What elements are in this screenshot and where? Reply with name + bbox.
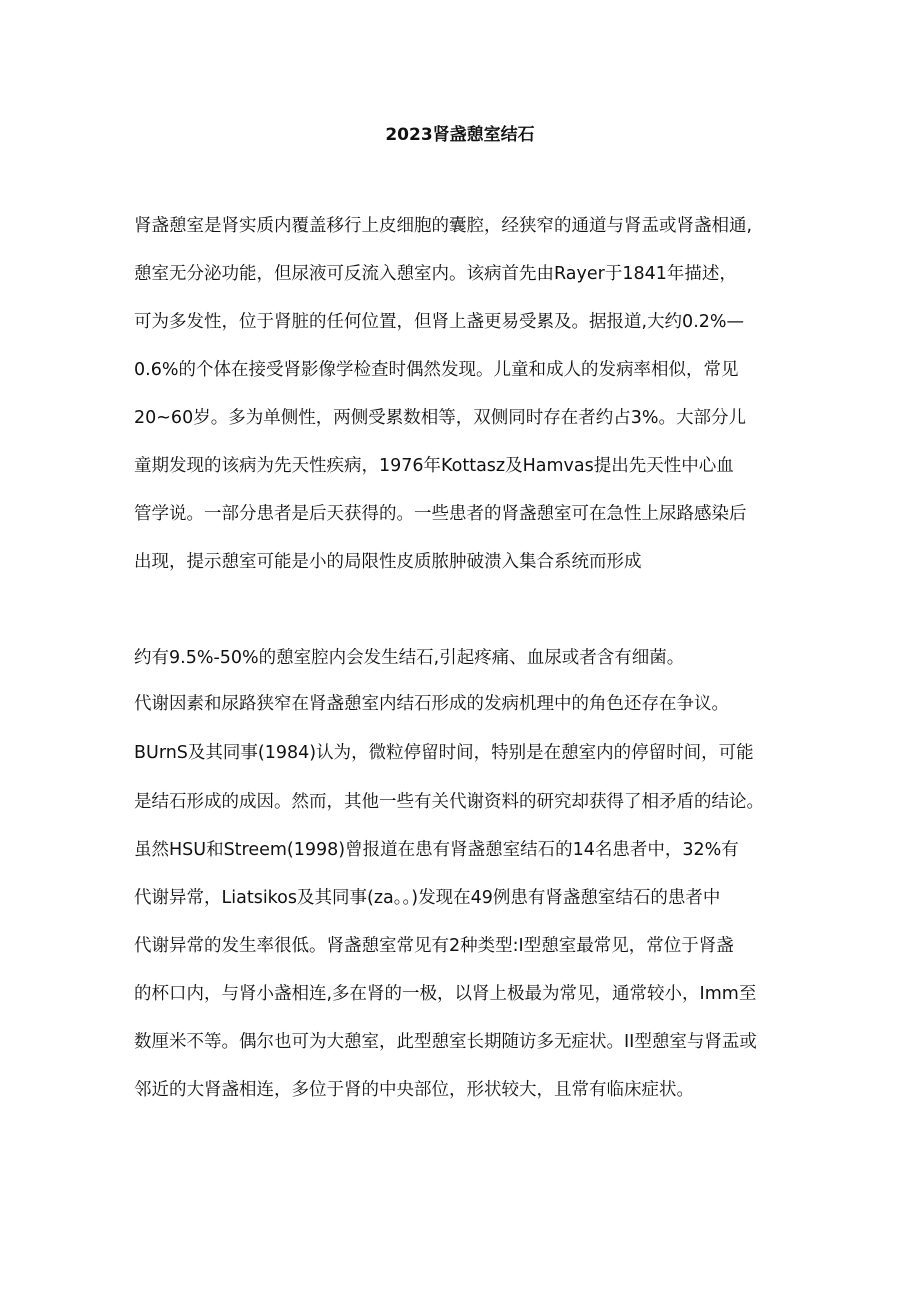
paragraph-1-line-7: 管学说。一部分患者是后天获得的。一些患者的肾盏憩室可在急性上尿路感染后 [134,504,747,524]
paragraph-1-line-2: 憩室无分泌功能，但尿液可反流入憩室内。该病首先由Rayer于1841年描述， [134,264,737,284]
paragraph-2-line-3: BUrnS及其同事(1984)认为，微粒停留时间，特别是在憩室内的停留时间，可能 [134,743,754,763]
paragraph-2-line-5: 虽然HSU和Streem(1998)曾报道在患有肾盏憩室结石的14名患者中，32%有 [134,840,739,860]
paragraph-1-line-3: 可为多发性，位于肾脏的任何位置，但肾上盏更易受累及。据报道,大约0.2%— [134,312,745,332]
document-title: 2023肾盏憩室结石 [385,125,535,145]
paragraph-1-line-1: 肾盏憩室是肾实质内覆盖移行上皮细胞的囊腔，经狭窄的通道与肾盂或肾盏相通, [134,216,753,236]
paragraph-2-line-4: 是结石形成的成因。然而，其他一些有关代谢资料的研究却获得了相矛盾的结论。 [134,792,764,812]
paragraph-1-line-8: 出现，提示憩室可能是小的局限性皮质脓肿破溃入集合系统而形成 [134,552,642,572]
paragraph-2-line-10: 邻近的大肾盏相连，多位于肾的中央部位，形状较大，且常有临床症状。 [134,1080,694,1100]
paragraph-2-line-1: 约有9.5%-50%的憩室腔内会发生结石,引起疼痛、血尿或者含有细菌。 [134,648,685,668]
paragraph-1-line-5: 20~60岁。多为单侧性，两侧受累数相等，双侧同时存在者约占3%。大部分儿 [134,408,746,428]
paragraph-1-line-4: 0.6%的个体在接受肾影像学检查时偶然发现。儿童和成人的发病率相似，常见 [134,360,739,380]
paragraph-2-line-8: 的杯口内，与肾小盏相连,多在肾的一极，以肾上极最为常见，通常较小，Imm至 [134,984,757,1004]
paragraph-2-line-7: 代谢异常的发生率很低。肾盏憩室常见有2种类型:I型憩室最常见，常位于肾盏 [134,936,734,956]
paragraph-2-line-6: 代谢异常，Liatsikos及其同事(za。。)发现在49例患有肾盏憩室结石的患者中 [134,888,721,908]
paragraph-2-line-9: 数厘米不等。偶尔也可为大憩室，此型憩室长期随访多无症状。II型憩室与肾盂或 [134,1032,757,1052]
paragraph-1-line-6: 童期发现的该病为先天性疾病，1976年Kottasz及Hamvas提出先天性中心血 [134,456,734,476]
paragraph-2-line-2: 代谢因素和尿路狭窄在肾盏憩室内结石形成的发病机理中的角色还存在争议。 [134,694,729,714]
